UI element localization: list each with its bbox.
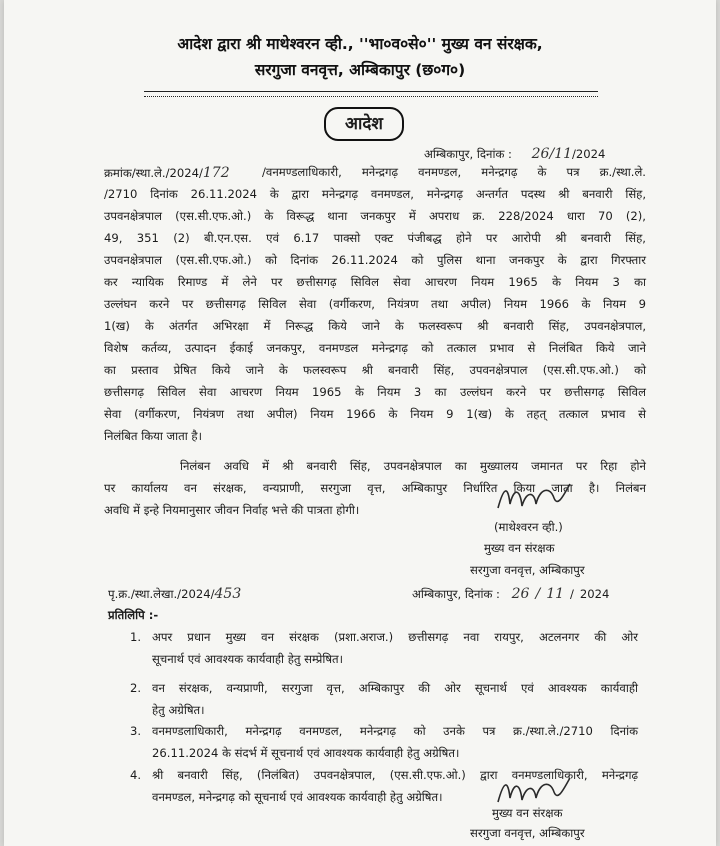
- body-line: का प्रस्ताव प्रेषित किये जाने के फलस्वरूप श्री बनवारी सिंह, उपवनक्षेत्रपाल (एस.सी.एफ.ओ.) को: [104, 363, 646, 377]
- body-line: उपवनक्षेत्रपाल (एस.सी.एफ.ओ.) के विरूद्ध थाना जनकपुर में अपराध क्र. 228/2024 धारा 70 (2),: [104, 209, 646, 223]
- header-divider: [144, 91, 598, 92]
- copy-item-line: वन संरक्षक, वन्यप्राणी, सरगुजा वृत्त, अम्बिकापुर की ओर सूचनार्थ एवं आवश्यक कार्यवाही: [152, 681, 638, 695]
- para2-line: पर कार्यालय वन संरक्षक, वन्यप्राणी, सरगुजा वृत्त, अम्बिकापुर निर्धारित किया जाता है। निलंबन: [104, 481, 646, 495]
- endorsement-number: पृ.क्र./स्था.लेखा./2024/453: [108, 586, 242, 602]
- signatory-name: (माथेश्वरन व्ही.): [494, 520, 563, 534]
- copy-heading: प्रतिलिपि :-: [108, 608, 159, 622]
- signatory-office: सरगुजा वनवृत्त, अम्बिकापुर: [470, 563, 585, 577]
- copy-item-line: वनमण्डल, मनेन्द्रगढ़ को सूचनार्थ एवं आवश्यक कार्यवाही हेतु अग्रेषित।: [152, 790, 443, 804]
- footer-office: सरगुजा वनवृत्त, अम्बिकापुर: [470, 826, 585, 840]
- date-month: 11: [554, 146, 573, 162]
- copy-item-line: सूचनार्थ एवं आवश्यक कार्यवाही हेतु सम्प्रेषित।: [152, 652, 344, 666]
- copy-item-number: 2.: [130, 681, 142, 695]
- order-title: आदेश: [324, 107, 404, 141]
- date-day: 26: [531, 146, 550, 162]
- body-line: निलंबित किया जाता है।: [104, 429, 202, 443]
- copy-item-line: श्री बनवारी सिंह, (निलंबित) उपवनक्षेत्रपाल, (एस.सी.एफ.ओ.) द्वारा वनमण्डलाधिकारी, मनेन्द्रगढ़: [152, 768, 638, 782]
- date-year: 2024: [575, 147, 606, 161]
- body-line: कर न्यायिक रिमाण्ड में लेने पर छत्तीसगढ़ सिविल सेवा आचरण नियम 1965 के नियम 3 का: [104, 275, 646, 289]
- endorsement-number-handwritten: 453: [214, 586, 242, 602]
- header-line-2: सरगुजा वनवृत्त, अम्बिकापुर (छ०ग०): [254, 61, 466, 79]
- footer-designation: मुख्य वन संरक्षक: [492, 806, 563, 820]
- order-number-handwritten: 172: [202, 165, 230, 181]
- header-line-1: आदेश द्वारा श्री माथेश्वरन व्ही., ''भा०व०से०'' मुख्य वन संरक्षक,: [177, 35, 543, 53]
- endorsement-date: अम्बिकापुर, दिनांक : 26 / 11 / 2024: [412, 586, 610, 602]
- copy-item-number: 1.: [130, 630, 142, 644]
- signatory-designation: मुख्य वन संरक्षक: [484, 541, 555, 555]
- signature-scribble: [494, 478, 574, 518]
- para2-line: अवधि में इन्हे नियमानुसार जीवन निर्वाह भत्ते की पात्रता होगी।: [104, 503, 360, 517]
- body-line: सेवा (वर्गीकरण, नियंत्रण तथा अपील) नियम 1966 के नियम 9 1(ख) के तहत् तत्काल प्रभाव से: [104, 407, 646, 421]
- copy-item-line: वनमण्डलाधिकारी, मनेन्द्रगढ़ वनमण्डल, मनेन्द्रगढ़ को उनके पत्र क्र./स्था.ले./2710 दिनांक: [152, 724, 638, 738]
- body-line: 1(ख) के अंतर्गत अभिरक्षा में निरूद्ध किये जाने के फलस्वरूप श्री बनवारी सिंह, उपवनक्षेत्रपाल,: [104, 319, 646, 333]
- document-page: [4, 0, 716, 846]
- body-line: /वनमण्डलाधिकारी, मनेन्द्रगढ़ वनमण्डल, मनेन्द्रगढ़ के पत्र क्र./स्था.ले.: [262, 165, 646, 179]
- copy-item-number: 3.: [130, 724, 142, 738]
- footer-signature-scribble: [494, 774, 574, 810]
- para2-line: निलंबन अवधि में श्री बनवारी सिंह, उपवनक्षेत्रपाल का मुख्यालय जमानत पर रिहा होने: [180, 459, 646, 473]
- copy-item-number: 4.: [130, 768, 142, 782]
- body-line: छत्तीसगढ़ सिविल सेवा आचरण नियम 1965 के नियम 3 का उल्लंघन करने पर छत्तीसगढ़ सिविल: [104, 385, 646, 399]
- copy-item-line: 26.11.2024 के संदर्भ में सूचनार्थ एवं आवश्यक कार्यवाही हेतु अग्रेषित।: [152, 746, 460, 760]
- body-line: उल्लंघन करने पर छत्तीसगढ़ सिविल सेवा (वर्गीकरण, नियंत्रण तथा अपील) नियम 1966 के नियम 9: [104, 297, 646, 311]
- body-line: /2710 दिनांक 26.11.2024 के द्वारा मनेन्द्रगढ़ वनमण्डल, मनेन्द्रगढ़ अन्तर्गत पदस्थ श्री बनवारी सिंह,: [104, 187, 646, 201]
- copy-item-line: अपर प्रधान मुख्य वन संरक्षक (प्रशा.अराज.) छत्तीसगढ़ नवा रायपुर, अटलनगर की ओर: [152, 630, 638, 644]
- place-date: अम्बिकापुर, दिनांक : 26/11/2024: [424, 146, 606, 162]
- body-line: उपवनक्षेत्रपाल (एस.सी.एफ.ओ.) को दिनांक 26.11.2024 को पुलिस थाना जनकपुर के द्वारा गिरफ्तार: [104, 253, 646, 267]
- body-line: विशेष कर्तव्य, उत्पादन ईकाई जनकपुर, वनमण्डल मनेन्द्रगढ़ को तत्काल प्रभाव से निलंबित किये जाने: [104, 341, 646, 355]
- order-number: क्रमांक/स्था.ले./2024/172: [104, 165, 230, 181]
- body-line: 49, 351 (2) बी.एन.एस. एवं 6.17 पाक्सो एक्ट पंजीबद्ध होने पर आरोपी श्री बनवारी सिंह,: [104, 231, 646, 245]
- copy-item-line: हेतु अग्रेषित।: [152, 703, 205, 717]
- header-divider-dotted: [144, 96, 598, 97]
